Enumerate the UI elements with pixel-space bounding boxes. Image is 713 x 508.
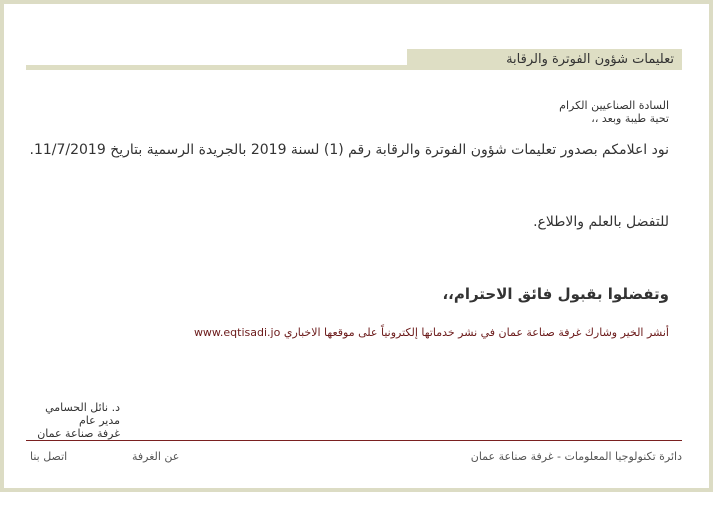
salutation: السادة الصناعيين الكرام [559, 99, 669, 112]
footer-department: دائرة تكنولوجيا المعلومات - غرفة صناعة عمان [470, 450, 682, 463]
title-bar [26, 49, 682, 70]
greeting: تحية طيبة وبعد ،، [591, 112, 669, 125]
footer-about-link[interactable]: عن الغرفة [132, 450, 180, 463]
letter-body: نود اعلامكم بصدور تعليمات شؤون الفوترة والرقابة رقم (1) لسنة 2019 بالجريدة الرسمية بتاريخ 11/7/2019. [29, 142, 669, 158]
promo-text: أنشر الخير وشارك غرفة صناعة عمان في نشر خدماتها إلكترونياً على موقعها الاخباري [283, 326, 669, 339]
closing-line: وتفضلوا بقبول فائق الاحترام،، [442, 285, 669, 303]
signature-position: مدير عام [78, 414, 120, 427]
footer-contact-link[interactable]: اتصل بنا [30, 450, 68, 463]
salutation-block [26, 99, 669, 125]
please-note: للتفضل بالعلم والاطلاع. [533, 214, 669, 230]
promo-line [26, 326, 669, 339]
promo-site-link[interactable]: www.eqtisadi.jo [193, 326, 281, 339]
signature-name: د. نائل الحسامي [45, 401, 120, 414]
signature-block [26, 401, 120, 440]
footer-divider [26, 440, 682, 441]
signature-organization: غرفة صناعة عمان [37, 427, 120, 440]
page-title: تعليمات شؤون الفوترة والرقابة [407, 49, 682, 70]
